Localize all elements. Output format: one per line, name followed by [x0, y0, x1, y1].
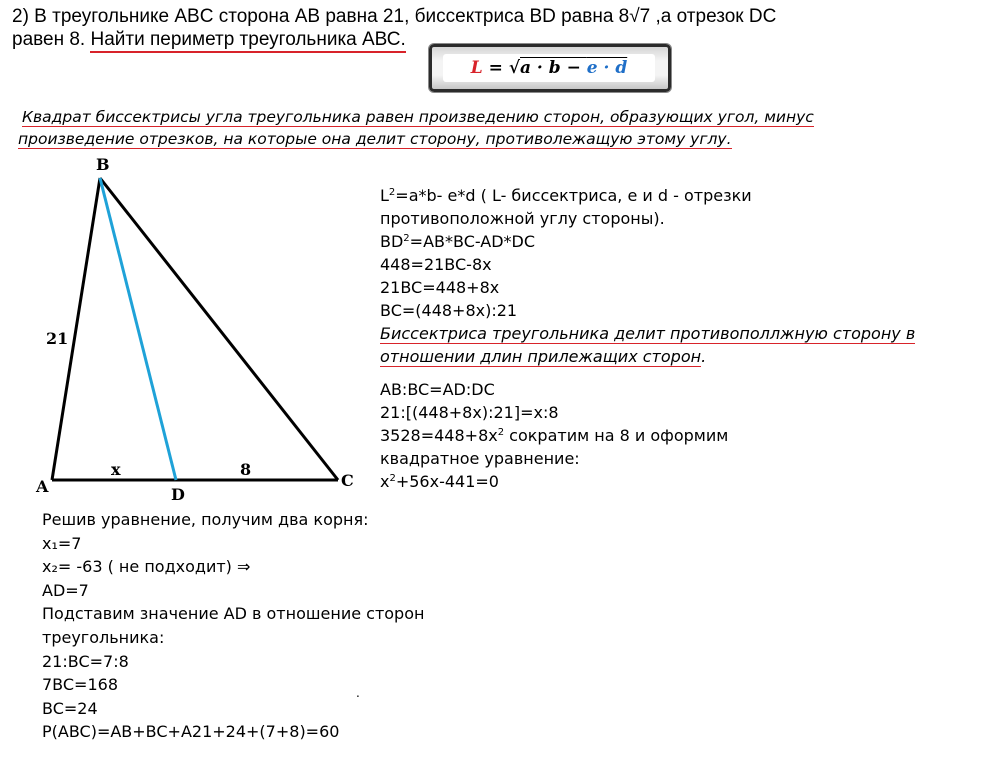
triangle-figure [0, 150, 380, 510]
formula-definition: $L^2=a*b-$ e*d ( L- биссектриса, e и d - отрезки [380, 186, 752, 205]
equation-line: 21:[(448+8x):21]=x:8 [380, 403, 559, 422]
bisector-rule-1: Биссектриса треугольника делит противополлжную сторону в [380, 324, 916, 343]
vertex-c-label: C [341, 471, 354, 490]
quadratic-equation: $x^2+56x-441=0$ [380, 472, 499, 491]
formula-box [428, 43, 672, 93]
problem-line-1: 2) В треугольнике ABC сторона AB равна 21, биссектриса BD равна 8√7 ,а отрезок DC [12, 6, 777, 27]
equation-line: BC=(448+8x):21 [380, 301, 518, 320]
solution-line: x₂= -63 ( не подходит) ⇒ [42, 557, 251, 577]
side-bc [100, 178, 338, 480]
solution-line: треугольника: [42, 627, 165, 647]
solution-line: BC=24 [42, 698, 98, 718]
solution-right [380, 184, 915, 493]
side-ab-length: 21 [46, 329, 69, 348]
problem-given: равен 8. [12, 29, 91, 50]
stray-dot: . [356, 686, 360, 700]
bisector-rule-2: отношении длин прилежащих сторон. [380, 347, 707, 366]
equation-bd-squared: $BD^2=AB*BC-AD*DC$ [380, 232, 536, 251]
rule-line-1: Квадрат биссектрисы угла треугольника равен произведению сторон, образующих угол, минус [22, 108, 814, 126]
problem-task: Найти периметр треугольника АВС. [90, 29, 405, 53]
solution-line: P(ABC)=AB+BC+A21+24+(7+8)=60 [42, 722, 340, 742]
equation-line: квадратное уравнение: [380, 449, 580, 468]
segment-dc-label: 8 [240, 460, 252, 479]
solution-line: AD=7 [42, 580, 89, 600]
solution-line: 7BC=168 [42, 675, 118, 695]
solution-line: Решив уравнение, получим два корня: [42, 510, 369, 529]
solution-line: Подставим значение AD в отношение сторон [42, 604, 425, 624]
bisector-bd [100, 178, 176, 480]
vertex-d-label: D [171, 485, 185, 504]
equation-line: 448=21BC-8x [380, 255, 492, 274]
triangle-abc [52, 178, 338, 480]
equation-line: AB:BC=AD:DC [380, 380, 495, 399]
formula-definition-cont: противоположной углу стороны). [380, 209, 665, 228]
segment-ad-label: x [111, 460, 121, 479]
solution-bottom [42, 508, 424, 744]
vertex-b-label: B [96, 155, 110, 174]
solution-line: 21:BC=7:8 [42, 651, 129, 671]
solution-line: x₁=7 [42, 533, 82, 553]
rule-line-2: произведение отрезков, на которые она делит сторону, противолежащую этому углу. [18, 130, 732, 148]
problem-line-2 [12, 29, 406, 51]
formula-text: L = √a · b − e · d [443, 54, 655, 82]
equation-line: 21BC=448+8x [380, 278, 500, 297]
equation-line: $3528=448+8x^2$ сократим на 8 и оформим [380, 426, 729, 445]
vertex-a-label: A [36, 477, 49, 496]
